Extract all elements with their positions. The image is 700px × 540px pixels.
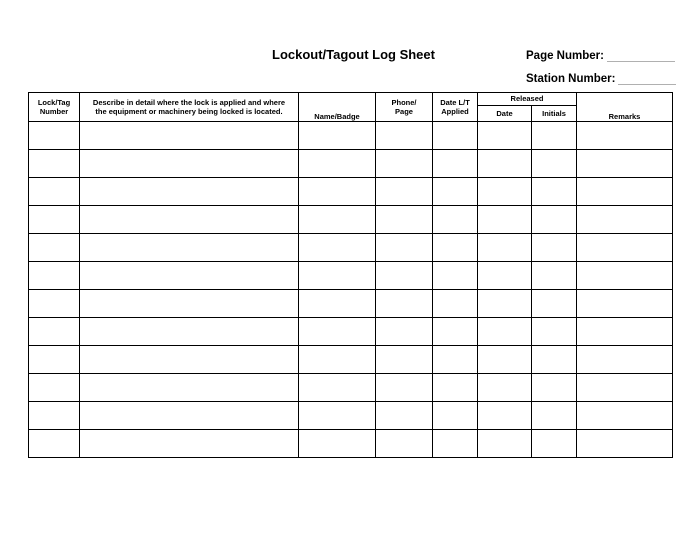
released-initials-cell[interactable] xyxy=(532,346,577,374)
phone-cell[interactable] xyxy=(376,150,433,178)
description-cell[interactable] xyxy=(80,318,299,346)
col-header-phone xyxy=(376,93,433,122)
remarks-cell[interactable] xyxy=(577,402,673,430)
date-applied-cell[interactable] xyxy=(433,402,478,430)
released-initials-cell[interactable] xyxy=(532,234,577,262)
released-initials-cell[interactable] xyxy=(532,318,577,346)
page-number-row xyxy=(526,49,675,62)
name-badge-cell[interactable] xyxy=(299,318,376,346)
name-badge-cell[interactable] xyxy=(299,402,376,430)
description-cell[interactable] xyxy=(80,374,299,402)
remarks-cell[interactable] xyxy=(577,318,673,346)
phone-header-line1: Phone/ xyxy=(391,97,417,107)
log-table xyxy=(28,92,673,458)
released-date-cell[interactable] xyxy=(478,206,532,234)
phone-cell[interactable] xyxy=(376,178,433,206)
description-cell[interactable] xyxy=(80,234,299,262)
remarks-cell[interactable] xyxy=(577,262,673,290)
released-initials-cell[interactable] xyxy=(532,430,577,458)
date-applied-cell[interactable] xyxy=(433,122,478,150)
date-applied-cell[interactable] xyxy=(433,178,478,206)
date-applied-cell[interactable] xyxy=(433,290,478,318)
name-badge-cell[interactable] xyxy=(299,262,376,290)
released-date-cell[interactable] xyxy=(478,262,532,290)
lock-tag-cell[interactable] xyxy=(29,150,80,178)
station-number-label: Station Number: xyxy=(526,73,616,85)
phone-cell[interactable] xyxy=(376,374,433,402)
table-row xyxy=(29,318,673,346)
phone-cell[interactable] xyxy=(376,318,433,346)
description-header-line2: the equipment or machinery being locked is located. xyxy=(95,107,283,116)
remarks-cell[interactable] xyxy=(577,122,673,150)
col-header-released-initials: Initials xyxy=(532,106,577,122)
date-applied-cell[interactable] xyxy=(433,206,478,234)
table-row xyxy=(29,122,673,150)
remarks-cell[interactable] xyxy=(577,346,673,374)
released-initials-cell[interactable] xyxy=(532,178,577,206)
description-cell[interactable] xyxy=(80,150,299,178)
date-applied-header-line2: Applied xyxy=(441,107,469,116)
station-number-field[interactable] xyxy=(618,72,676,85)
col-header-released-date: Date xyxy=(478,106,532,122)
remarks-cell[interactable] xyxy=(577,290,673,318)
page-number-label: Page Number: xyxy=(526,50,604,62)
date-applied-cell[interactable] xyxy=(433,346,478,374)
table-row xyxy=(29,430,673,458)
released-date-cell[interactable] xyxy=(478,318,532,346)
phone-cell[interactable] xyxy=(376,346,433,374)
remarks-cell[interactable] xyxy=(577,374,673,402)
lock-tag-cell[interactable] xyxy=(29,402,80,430)
remarks-cell[interactable] xyxy=(577,206,673,234)
date-applied-header-line1: Date L/T xyxy=(440,97,470,107)
col-header-lock-tag xyxy=(29,93,80,122)
name-badge-cell[interactable] xyxy=(299,178,376,206)
remarks-cell[interactable] xyxy=(577,178,673,206)
table-row xyxy=(29,234,673,262)
table-row xyxy=(29,150,673,178)
lock-tag-cell[interactable] xyxy=(29,234,80,262)
released-date-cell[interactable] xyxy=(478,290,532,318)
log-table-body xyxy=(29,122,673,458)
released-initials-cell[interactable] xyxy=(532,402,577,430)
table-row xyxy=(29,178,673,206)
lock-tag-cell[interactable] xyxy=(29,122,80,150)
date-applied-cell[interactable] xyxy=(433,318,478,346)
name-badge-cell[interactable] xyxy=(299,374,376,402)
col-header-date-applied xyxy=(433,93,478,122)
phone-cell[interactable] xyxy=(376,206,433,234)
phone-cell[interactable] xyxy=(376,234,433,262)
lock-tag-cell[interactable] xyxy=(29,262,80,290)
table-row xyxy=(29,290,673,318)
description-cell[interactable] xyxy=(80,430,299,458)
description-cell[interactable] xyxy=(80,122,299,150)
remarks-cell[interactable] xyxy=(577,150,673,178)
description-cell[interactable] xyxy=(80,206,299,234)
released-initials-cell[interactable] xyxy=(532,374,577,402)
name-badge-cell[interactable] xyxy=(299,150,376,178)
released-initials-cell[interactable] xyxy=(532,206,577,234)
released-date-cell[interactable] xyxy=(478,374,532,402)
lock-tag-cell[interactable] xyxy=(29,346,80,374)
released-date-cell[interactable] xyxy=(478,402,532,430)
page-title: Lockout/Tagout Log Sheet xyxy=(272,47,435,62)
name-badge-cell[interactable] xyxy=(299,346,376,374)
lock-tag-cell[interactable] xyxy=(29,290,80,318)
station-number-row xyxy=(526,72,676,85)
description-header-line1: Describe in detail where the lock is applied and where xyxy=(92,97,286,107)
phone-cell[interactable] xyxy=(376,430,433,458)
lock-tag-cell[interactable] xyxy=(29,318,80,346)
description-cell[interactable] xyxy=(80,290,299,318)
date-applied-cell[interactable] xyxy=(433,234,478,262)
released-date-cell[interactable] xyxy=(478,150,532,178)
remarks-cell[interactable] xyxy=(577,430,673,458)
col-header-remarks: Remarks xyxy=(577,93,673,122)
table-row xyxy=(29,262,673,290)
released-initials-cell[interactable] xyxy=(532,262,577,290)
name-badge-cell[interactable] xyxy=(299,290,376,318)
released-date-cell[interactable] xyxy=(478,430,532,458)
lock-tag-cell[interactable] xyxy=(29,178,80,206)
description-cell[interactable] xyxy=(80,402,299,430)
col-header-name-badge: Name/Badge xyxy=(299,93,376,122)
name-badge-cell[interactable] xyxy=(299,430,376,458)
phone-header-line2: Page xyxy=(395,107,413,116)
name-badge-cell[interactable] xyxy=(299,122,376,150)
lock-tag-cell[interactable] xyxy=(29,206,80,234)
remarks-cell[interactable] xyxy=(577,234,673,262)
table-row xyxy=(29,402,673,430)
date-applied-cell[interactable] xyxy=(433,150,478,178)
released-date-cell[interactable] xyxy=(478,234,532,262)
table-row xyxy=(29,346,673,374)
released-initials-cell[interactable] xyxy=(532,122,577,150)
description-cell[interactable] xyxy=(80,178,299,206)
page-number-field[interactable] xyxy=(607,49,675,62)
phone-cell[interactable] xyxy=(376,290,433,318)
name-badge-cell[interactable] xyxy=(299,234,376,262)
released-initials-cell[interactable] xyxy=(532,290,577,318)
col-header-description xyxy=(80,93,299,122)
date-applied-cell[interactable] xyxy=(433,430,478,458)
phone-cell[interactable] xyxy=(376,122,433,150)
phone-cell[interactable] xyxy=(376,262,433,290)
name-badge-cell[interactable] xyxy=(299,206,376,234)
lock-tag-cell[interactable] xyxy=(29,430,80,458)
released-date-cell[interactable] xyxy=(478,346,532,374)
phone-cell[interactable] xyxy=(376,402,433,430)
description-cell[interactable] xyxy=(80,262,299,290)
lock-tag-header-line1: Lock/Tag xyxy=(37,97,71,107)
lock-tag-header-line2: Number xyxy=(39,107,69,116)
released-initials-cell[interactable] xyxy=(532,150,577,178)
released-date-cell[interactable] xyxy=(478,122,532,150)
date-applied-cell[interactable] xyxy=(433,374,478,402)
date-applied-cell[interactable] xyxy=(433,262,478,290)
table-row xyxy=(29,206,673,234)
lock-tag-cell[interactable] xyxy=(29,374,80,402)
released-date-cell[interactable] xyxy=(478,178,532,206)
description-cell[interactable] xyxy=(80,346,299,374)
table-row xyxy=(29,374,673,402)
col-header-released: Released xyxy=(478,93,577,106)
